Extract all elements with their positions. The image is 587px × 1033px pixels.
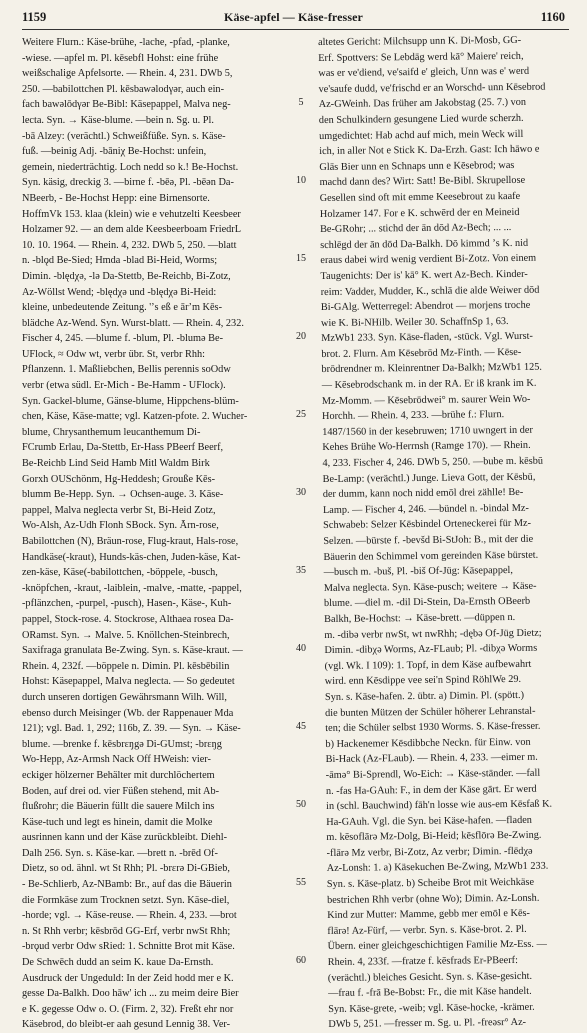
text-line: Handkäse(-kraut), Hunds-käs-chen, Juden-käse, Kat-	[22, 551, 241, 563]
line-number: 25	[296, 409, 306, 421]
text-line: 4, 233. Fischer 4, 246. DWb 5, 250. —bube m. kēsbū	[322, 455, 544, 470]
text-line: Taugenichts: Der is' kā° K. wert Az-Bech. Kinder-	[320, 268, 528, 282]
text-line: HoffmVk 153. klaa (klein) wie e vehutzelti Keesbeer	[22, 208, 241, 220]
text-line: blume. —brenke f. kēsbrεŋgə Di-GUmst; -brεŋg	[22, 738, 222, 750]
text-line: Erf. Spottvers: Se Lebdāg werd kā° Maiere' reich,	[318, 50, 524, 64]
text-line: Ausdruck der Ungeduld: In der Zeid hodd mer e K.	[22, 972, 234, 984]
line-number: 45	[296, 721, 306, 733]
text-line: pappel, Stock-rose. 4. Stockrose, Althaea rosea Da-	[22, 613, 234, 625]
text-line: bestrichen Rhh verbr (ohne Wo); Dimin. Az-Lonsh.	[327, 892, 540, 906]
left-column	[22, 35, 284, 1033]
text-line: in (schl. Bauchwind) fāh'n losse wie aus-em Kēsfaß K.	[326, 798, 553, 813]
text-line: DWb 5, 251. —fresser m. Sg. u. Pl. -freəsr° Az-	[328, 1017, 527, 1031]
text-line: Glās Bier unn en Schnaps unn e Kēsebrod; was	[319, 159, 515, 173]
text-line: eckiger hölzerner Behälter mit durchlöchertem	[22, 769, 215, 781]
text-line: blume. —diel m. -dil Di-Stein, Da-Ernsth OBeerb	[323, 596, 531, 610]
line-number: 10	[296, 175, 306, 187]
text-line: Balkh, Be-Hochst: → Käse-brett. —düppen n.	[324, 611, 516, 625]
text-line: Be-GRohr; ... stichd der ān dōd Az-Bech; ... ...	[319, 222, 512, 236]
page-number-left: 1159	[22, 10, 47, 24]
text-line: Syn. Gackel-blume, Gänse-blume, Hippchens-blüm-	[22, 395, 239, 407]
text-line: flārə! Az-Fürf, — verbr. Syn. s. Käse-brot. 2. Pl.	[327, 923, 527, 937]
text-line: Az-GWeinh. Das früher am Jakobstag (25. 7.) von	[318, 97, 527, 111]
text-line: Rhein. 4, 233f. —fratze f. kēsfrads Er-PBeerf:	[327, 954, 518, 968]
text-line: Käse-tuch und legt es hinein, damit die Molke	[22, 816, 213, 828]
text-line: Holzamer 147. For e K. schwērd der en Meineid	[319, 206, 520, 220]
text-line: der dumm, kann noch nidd emōl drei zählle! Be-	[322, 487, 524, 501]
text-line: ve'saufe dudd, ve'frischd er an Worschd- unn Kēsebrod	[318, 81, 546, 95]
text-line: Schwabeb: Selzer Kēsbindel Orteneckerei für Mz-	[323, 518, 532, 532]
text-line: Bi-GAlg. Wetterregel: Abendrot — morjens troche	[320, 299, 531, 314]
text-line: n. -fas Ha-GAuh: F., in dem der Käse gārt. Er werd	[325, 783, 537, 797]
page-header	[22, 10, 565, 26]
text-line: ausrinnen kann und der Käse zurückbleibt. Diehl-	[22, 832, 228, 844]
text-line: Syn. Käse-grete, -weib; vgl. Käse-hocke, -krämer.	[328, 1001, 535, 1015]
text-line: Syn. käsig, dreckig 3. —birne f. -bēə, Pl. -bēən Da-	[22, 177, 234, 189]
text-line: umgedichtet: Hab achd auf mich, mein Weck will	[319, 128, 524, 142]
text-line: die Formkäse zum Trocknen setzt. Syn. Käse-diel,	[22, 894, 230, 906]
running-title: Käse-apfel — Käse-fresser	[224, 10, 363, 24]
text-line: ten; die Schüler selbst 1930 Worms. S. Käse-fresser.	[325, 720, 541, 735]
text-line: -āmə° Bi-Sprendl, Wo-Eich: → Käse-ständer. —fall	[325, 767, 541, 781]
text-line: Gesellen sind oft mit emme Keesebrout zu kaafe	[319, 190, 521, 204]
text-line: —busch m. -buš, Pl. -biš Of-Jüg: Käsepappel,	[323, 565, 514, 579]
text-line: gesse Da-Balkh. Doo hāw' ich ... zu meim deire Bier	[22, 988, 239, 1000]
text-line: -wiese. —apfel m. Pl. kēsebfl Hohst: eine frühe	[22, 52, 219, 64]
line-number: 40	[296, 643, 306, 655]
text-line: m. kēsoflārə Mz-Dolg, Bi-Heid; kēsflōrə Be-Zwing.	[326, 829, 542, 844]
text-line: 10. 10. 1964. — Rhein. 4, 232. DWb 5, 250. —blatt	[22, 239, 237, 251]
text-line: (verächtl.) bleiches Gesicht. Syn. s. Käse-gesicht.	[327, 970, 533, 984]
text-line: verbr (etwa südl. Er-Mich - Be-Hamm - UFlock).	[22, 380, 226, 392]
text-line: Syn. s. Käse-hafen. 2. übtr. a) Dimin. Pl. (spött.)	[324, 689, 525, 703]
text-line: chen, Käse, Käse-matte; vgl. Katzen-pfote. 2. Wucher-	[22, 411, 248, 423]
text-line: NBeerb, - Be-Hochst Hepp: eine Birnensorte.	[22, 192, 210, 204]
page-number-right: 1160	[540, 10, 565, 24]
text-line: durch unseren dortigen Gewährsmann Wilh. Will,	[22, 691, 227, 703]
text-line: Be-Lamp: (verächtl.) Junge. Lieva Gott, der Kēsbū,	[322, 471, 536, 485]
text-line: Horchh. — Rhein. 4, 233. —brühe f.: Flurn.	[321, 409, 505, 423]
text-line: -bā Alzey: (verächtl.) Schweißfüße. Syn. s. Käse-	[22, 130, 226, 142]
text-line: -flārə Mz verbr, Bi-Zotz, Az verbr; Dimin. -flēdχə	[326, 845, 533, 859]
text-line: Be-Reichb Lind Seid Hamb Mitl Waldm Birk	[22, 458, 210, 470]
text-line: Dimin. -dibχə Worms, Az-FLaub; Pl. -dibχə Worms	[324, 642, 538, 657]
text-line: Kehes Brühe Wo-Herrnsh (Ramge 170). — Rhein.	[322, 440, 531, 454]
text-line: reim: Vadder, Mudder, K., schlā die alde Weiwer dōd	[320, 284, 540, 298]
text-line: blumm Be-Hepp. Syn. → Ochsen-auge. 3. Käse-	[22, 489, 224, 501]
text-line: Hohst: Käsepappel, Malva neglecta. — So gedeutet	[22, 676, 235, 688]
text-line: Holzamer 92. — an dem alde Keesbeerboam FriedrL	[22, 224, 242, 236]
text-line: —frau f. -frā Be-Bobst: Fr., die mit Käse handelt.	[327, 986, 532, 1000]
text-line: Gorxh OUSchönm, Hg-Heddesh; Grouße Kēs-	[22, 473, 216, 485]
text-line: pappel, Malva neglecta verbr St, Bi-Heid Zotz,	[22, 504, 216, 516]
text-line: Pflanzenn. 1. Maßliebchen, Bellis perennis soOdw	[22, 364, 231, 376]
text-line: -pflänzchen, -purpel, -pusch), Hasen-, Käse-, Kuh-	[22, 598, 232, 610]
text-line: UFlock, ≈ Odw wt, verbr übr. St, verbr Rhh:	[22, 348, 205, 360]
text-line: b) Hackenemer Kēsdibbche Neckn. für Einw. von	[325, 736, 531, 750]
text-line: zen-käse, Käse(-babilottchen, -böppele, -busch,	[22, 567, 218, 579]
text-line: ich, in aller Not e Stick K. Da-Erzh. Gast: Ich hāwo e	[319, 143, 540, 158]
text-line: Käsebrod, do bleibt-er aah gesund Lennig 38. Ver-	[22, 1019, 231, 1031]
text-line: Rhein. 4, 232f. —böppele n. Dimin. Pl. kēsbēbilin	[22, 660, 230, 672]
line-number: 20	[296, 331, 306, 343]
text-line: Babilottchen (N), Bräun-rose, Flug-kraut, Hals-rose,	[22, 536, 239, 547]
text-line: flußrohr; die Bäuerin füllt die sauere Milch ins	[22, 801, 215, 813]
text-line: altetes Gericht: Milchsupp unn K. Di-Mosb, GG-	[318, 34, 522, 48]
text-line: Bäuerin den Schimmel vom gereinden Käse bürstet.	[323, 549, 539, 563]
text-line: Selzen. —bürste f. -bevšd Bi-StJoh: B., mit der die	[323, 533, 534, 547]
text-line: - Be-Schlierb, Az-NBamb: Br., auf das die Bäuerin	[22, 879, 232, 891]
text-line: FCrumb Erlau, Da-Stettb, Er-Hass PBeerf Beerf,	[22, 442, 224, 454]
text-line: brōdrendner m. Kleinrentner Da-Balkh; MzWb1 125.	[321, 362, 543, 376]
text-line: 1487/1560 in der kesebruwen; 1710 uwngert in der	[322, 424, 533, 438]
text-line: ebenso durch Meisinger (Wb. der Rappenauer Mda	[22, 707, 234, 719]
text-line: Ha-GAuh. Vgl. die Syn. bei Käse-hafen. —fladen	[326, 814, 532, 828]
text-line: Syn. s. Käse-platz. b) Scheibe Brot mit Weichkäse	[326, 876, 535, 891]
text-line: Malva neglecta. Syn. Käse-pusch; weitere → Käse-	[323, 580, 537, 594]
text-line: Dimin. -blędχə, -lə Da-Stettb, Be-Reichb, Bi-Zotz,	[22, 270, 231, 282]
text-line: Übern. einer gleichgeschichtigen Familie Mz-Ess. —	[327, 939, 547, 953]
text-line: — Kēsebrodschank m. in der RA. Er iß krank im K.	[321, 377, 537, 392]
text-line: Bi-Hack (Az-FLaub). — Rhein. 4, 233. —eimer m.	[325, 752, 538, 766]
text-line: Kind zur Mutter: Mamme, gebb mer emōl e Kēs-	[327, 908, 531, 922]
line-number: 15	[296, 253, 306, 265]
header-rule	[22, 29, 569, 30]
text-line: 250. —babilottchen Pl. kēsbawəlodγər, auch ein-	[22, 83, 225, 95]
text-line: -horde; vgl. → Käse-reuse. — Rhein. 4, 233. —brot	[22, 910, 237, 922]
text-line: eraus dabei wird wenig verdient Bi-Zotz. Von einem	[320, 253, 537, 267]
text-line: Weitere Flurn.: Käse-brühe, -lache, -pfad, -planke,	[22, 37, 230, 48]
text-line: schlēgd der ān dōd Da-Balkh. Dō kimmd ʼs K. nid	[320, 237, 529, 251]
text-line: blume, Chrysanthemum leucanthemum Di-	[22, 426, 201, 438]
line-number: 60	[296, 955, 306, 967]
line-number: 50	[296, 799, 306, 811]
text-line: Dalh 256. Syn. s. Käse-kar. —brett n. -brēd Of-	[22, 847, 218, 859]
text-line: lecta. Syn. → Käse-blume. —bein n. Sg. u. Pl.	[22, 114, 214, 126]
text-line: Az-Wöllst Wend; -blędχə und -blędχə Bi-Heid:	[22, 286, 217, 298]
text-line: Mz-Momm. — Kēsebrōdwei° m. saurer Wein Wo-	[321, 393, 531, 407]
text-line: machd dann des? Wirt: Satt! Be-Bibl. Skrupellose	[319, 175, 526, 189]
text-line: fach bawəlōdγər Be-Bibl: Käsepappel, Malva neg-	[22, 99, 231, 111]
text-line: Boden, auf drei od. vier Füßen stehend, mit Ab-	[22, 785, 220, 797]
text-line: n. St Rhh verbr; kēsbrōd GG-Erf, verbr nwSt Rhh;	[22, 925, 231, 937]
text-line: MzWb1 233. Syn. Käse-fladen, -stück. Vgl. Wurst-	[321, 331, 533, 345]
text-line: den Schulkindern gesungene Lied wurde scherzh.	[318, 112, 524, 126]
text-line: -brǫud verbr Odw sRied: 1. Schnitte Brot mit Käse.	[22, 941, 235, 953]
text-line: die bunten Mützen der Schüler höherer Lehranstal-	[325, 705, 536, 719]
text-line: Wo-Alsh, Az-Udh Flonh SBock. Syn. Ārn-rose,	[22, 520, 219, 532]
text-line: Wo-Hepp, Az-Armsh Nack Off HWeish: vier-	[22, 754, 211, 766]
right-column	[318, 32, 586, 1033]
line-number: 30	[296, 487, 306, 499]
text-line: weißschalige Apfelsorte. — Rhein. 4, 231. DWb 5,	[22, 68, 233, 80]
text-line: Dietz, so od. ähnl. wt St Rhh; Pl. -brεrə Di-GBieb,	[22, 863, 230, 875]
text-line: De Schwēch dudd an seim K. kaue Da-Ernsth.	[22, 957, 214, 969]
line-number: 35	[296, 565, 306, 577]
text-line: 121); vgl. Bad. 1, 292; 116b, Z. 39. — Syn. → Käse-	[22, 723, 241, 735]
text-line: wie K. Bi-NHilb. Weiler 30. SchaffnSp 1, 63.	[320, 315, 509, 329]
line-number: 55	[296, 877, 306, 889]
text-line: e K. gegesse Odw o. O. (Firm. 2, 32). Freßt ehr nor	[22, 1003, 234, 1015]
text-line: n. -blǫd Be-Sied; Hmda -blad Bi-Heid, Worms;	[22, 255, 218, 267]
text-line: -knöpfchen, -kraut, -laiblein, -malve, -matte, -pappel,	[22, 582, 242, 594]
text-line: Saxifraga granulata Be-Zwing. Syn. s. Käse-kraut. —	[22, 645, 243, 657]
text-line: brot. 2. Flurn. Am Kēsebrōd Mz-Finth. — Kēse-	[321, 346, 522, 360]
text-line: fuß. —beinig Adj. -bāniχ Be-Hochst: unfein,	[22, 146, 207, 158]
text-line: ORamst. Syn. → Malve. 5. Knöllchen-Steinbrech,	[22, 629, 230, 641]
text-line: Az-Lonsh: 1. a) Käsekuchen Be-Zwing, MzWb1 233.	[326, 861, 549, 875]
text-line: gemein, niederträchtig. Loch nedd so k.! Be-Hochst.	[22, 161, 239, 173]
text-line: was er ve'diend, ve'saifd e' gleich, Unn was e' werd	[318, 65, 530, 80]
text-line: Lamp. — Fischer 4, 246. —bündel n. -bindəl Mz-	[322, 502, 529, 516]
text-line: wird. enn Kēsdippe vee sei'n Spind RöhlWe 29.	[324, 674, 522, 688]
text-line: kleine, unbedeutende Zeitung. 'ʼs eß e ārʼm Kēs-	[22, 302, 222, 314]
text-line: (vgl. Wk. I 109): 1. Topf, in dem Käse aufbewahrt	[324, 658, 532, 672]
text-line: Fischer 4, 245. —blume f. -blum, Pl. -blumə Be-	[22, 333, 224, 345]
text-line: m. -dibə verbr nwSt, wt nwRhh; -dębə Of-Jüg Dietz;	[324, 627, 542, 641]
text-line: blädche Az-Wend. Syn. Wurst-blatt. — Rhein. 4, 232.	[22, 317, 244, 329]
line-number: 5	[298, 97, 304, 109]
